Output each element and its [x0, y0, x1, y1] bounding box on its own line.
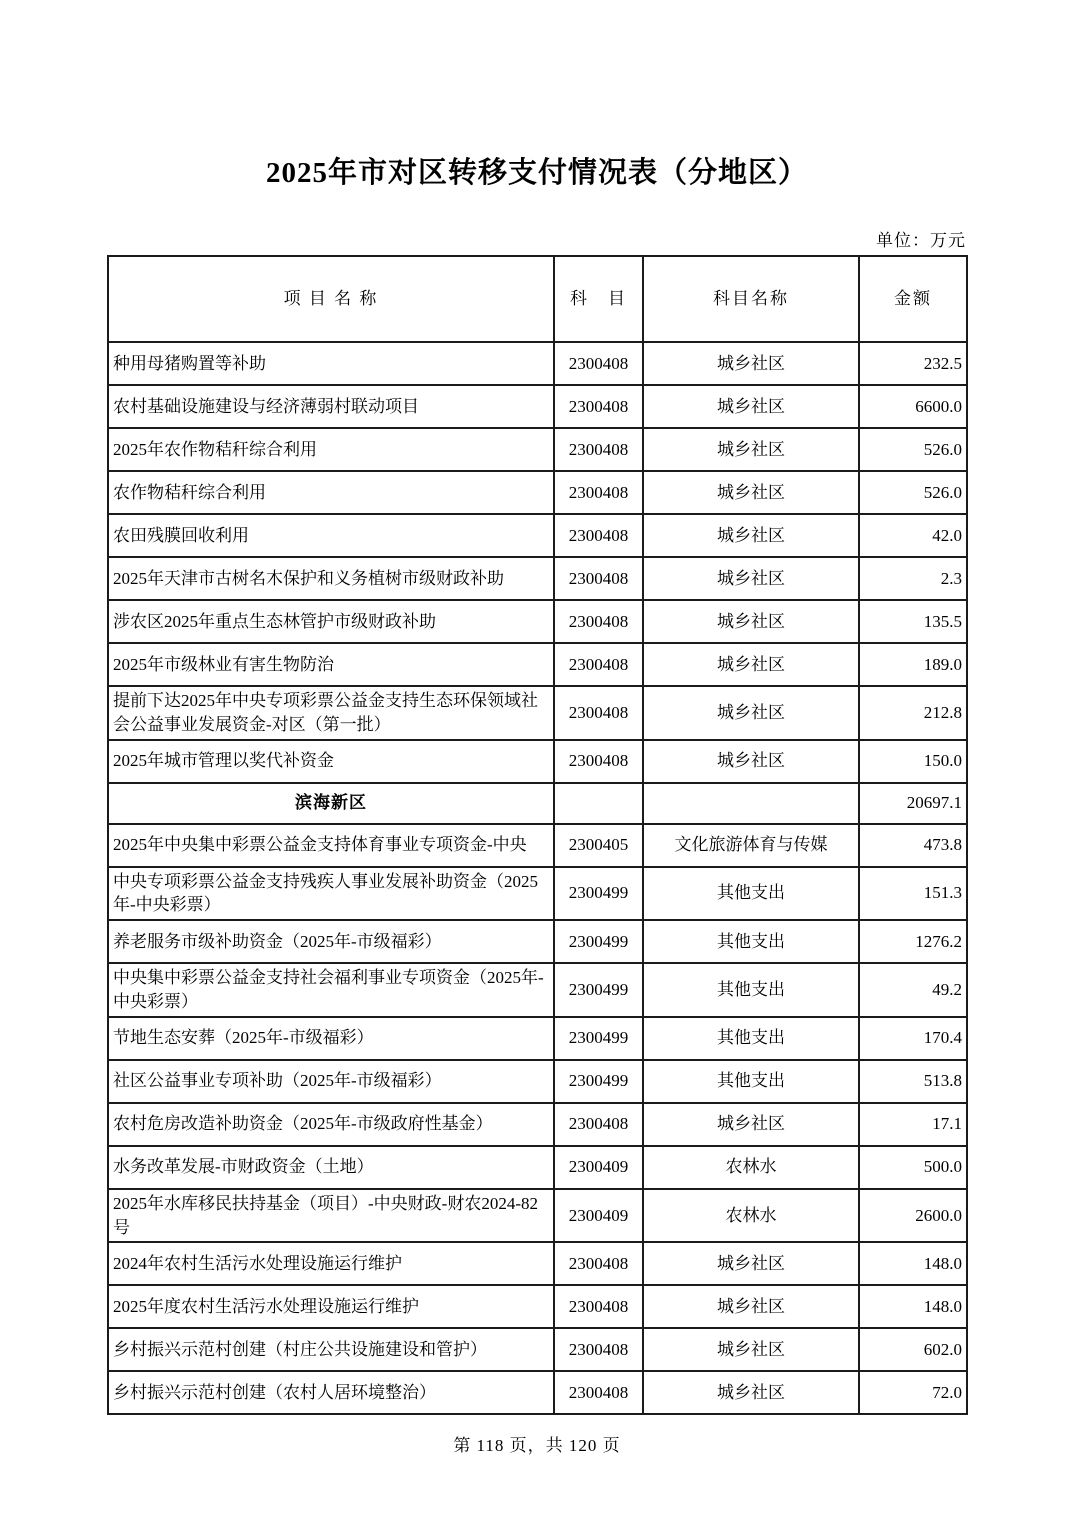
table-row: [108, 514, 967, 557]
table-row: [108, 920, 967, 963]
amount-cell: 189.0: [859, 643, 967, 686]
subject-name-cell: 城乡社区: [643, 643, 859, 686]
amount-cell: 148.0: [859, 1242, 967, 1285]
amount-cell: 513.8: [859, 1060, 967, 1103]
project-name-cell: 种用母猪购置等补助: [108, 342, 554, 385]
subject-name-cell: 城乡社区: [643, 385, 859, 428]
project-name-cell: 养老服务市级补助资金（2025年-市级福彩）: [108, 920, 554, 963]
table-row: [108, 342, 967, 385]
subject-code-cell: 2300499: [554, 867, 643, 921]
amount-cell: 1276.2: [859, 920, 967, 963]
subject-name-cell: 城乡社区: [643, 686, 859, 740]
table-row: [108, 1189, 967, 1243]
subject-name-cell: 城乡社区: [643, 740, 859, 783]
subject-name-cell: [643, 783, 859, 824]
project-name-cell: 2025年中央集中彩票公益金支持体育事业专项资金-中央: [108, 824, 554, 867]
subject-name-cell: 城乡社区: [643, 1103, 859, 1146]
subject-code-cell: 2300408: [554, 471, 643, 514]
project-name-cell: 中央专项彩票公益金支持残疾人事业发展补助资金（2025年-中央彩票）: [108, 867, 554, 921]
amount-cell: 150.0: [859, 740, 967, 783]
table-row: [108, 428, 967, 471]
amount-cell: 151.3: [859, 867, 967, 921]
project-name-cell: 乡村振兴示范村创建（农村人居环境整治）: [108, 1371, 554, 1414]
table-row: [108, 963, 967, 1017]
subject-name-cell: 城乡社区: [643, 1285, 859, 1328]
subject-code-cell: 2300409: [554, 1189, 643, 1243]
table-row: [108, 471, 967, 514]
amount-cell: 49.2: [859, 963, 967, 1017]
table-body: [108, 342, 967, 1414]
subject-code-cell: 2300408: [554, 1371, 643, 1414]
subject-name-cell: 农林水: [643, 1189, 859, 1243]
project-name-cell: 农村危房改造补助资金（2025年-市级政府性基金）: [108, 1103, 554, 1146]
table-row: [108, 1017, 967, 1060]
table-row: [108, 1060, 967, 1103]
subject-name-cell: 农林水: [643, 1146, 859, 1189]
transfer-payment-table: [107, 255, 968, 1415]
subject-name-cell: 城乡社区: [643, 471, 859, 514]
project-name-cell: 2025年农作物秸秆综合利用: [108, 428, 554, 471]
header-amount: 金额: [859, 256, 967, 342]
table-row: [108, 1285, 967, 1328]
subject-code-cell: 2300408: [554, 385, 643, 428]
header-row: [108, 256, 967, 342]
project-name-cell: 农田残膜回收利用: [108, 514, 554, 557]
subject-code-cell: 2300409: [554, 1146, 643, 1189]
table-row: [108, 1328, 967, 1371]
subject-code-cell: 2300408: [554, 428, 643, 471]
table-row: [108, 600, 967, 643]
amount-cell: 473.8: [859, 824, 967, 867]
subject-code-cell: 2300408: [554, 643, 643, 686]
project-name-cell: 2025年度农村生活污水处理设施运行维护: [108, 1285, 554, 1328]
amount-cell: 526.0: [859, 428, 967, 471]
table-header: [108, 256, 967, 342]
amount-cell: 170.4: [859, 1017, 967, 1060]
subject-name-cell: 城乡社区: [643, 514, 859, 557]
subject-name-cell: 城乡社区: [643, 600, 859, 643]
subject-code-cell: 2300408: [554, 557, 643, 600]
table-row: [108, 867, 967, 921]
project-name-cell: 滨海新区: [108, 783, 554, 824]
amount-cell: 42.0: [859, 514, 967, 557]
subject-code-cell: 2300408: [554, 740, 643, 783]
amount-cell: 232.5: [859, 342, 967, 385]
header-subject-code: 科 目: [554, 256, 643, 342]
table-row: [108, 740, 967, 783]
project-name-cell: 2025年市级林业有害生物防治: [108, 643, 554, 686]
amount-cell: 2600.0: [859, 1189, 967, 1243]
subject-name-cell: 城乡社区: [643, 342, 859, 385]
subject-name-cell: 城乡社区: [643, 428, 859, 471]
subject-name-cell: 城乡社区: [643, 557, 859, 600]
amount-cell: 148.0: [859, 1285, 967, 1328]
page-footer: 第 118 页，共 120 页: [453, 1436, 621, 1455]
table-row: [108, 1371, 967, 1414]
table-row: [108, 385, 967, 428]
amount-cell: 17.1: [859, 1103, 967, 1146]
project-name-cell: 乡村振兴示范村创建（村庄公共设施建设和管护）: [108, 1328, 554, 1371]
header-subject-name: 科目名称: [643, 256, 859, 342]
subject-name-cell: 文化旅游体育与传媒: [643, 824, 859, 867]
subject-name-cell: 城乡社区: [643, 1328, 859, 1371]
amount-cell: 212.8: [859, 686, 967, 740]
subject-code-cell: 2300408: [554, 1328, 643, 1371]
subject-code-cell: 2300408: [554, 342, 643, 385]
subject-code-cell: 2300499: [554, 1017, 643, 1060]
amount-cell: 2.3: [859, 557, 967, 600]
subject-code-cell: [554, 783, 643, 824]
header-project-name: 项 目 名 称: [108, 256, 554, 342]
subject-name-cell: 其他支出: [643, 1017, 859, 1060]
project-name-cell: 社区公益事业专项补助（2025年-市级福彩）: [108, 1060, 554, 1103]
table-row: [108, 1103, 967, 1146]
subtotal-row: [108, 783, 967, 824]
table-row: [108, 1146, 967, 1189]
project-name-cell: 水务改革发展-市财政资金（土地）: [108, 1146, 554, 1189]
subject-name-cell: 其他支出: [643, 920, 859, 963]
table-row: [108, 686, 967, 740]
project-name-cell: 农作物秸秆综合利用: [108, 471, 554, 514]
amount-cell: 6600.0: [859, 385, 967, 428]
amount-cell: 72.0: [859, 1371, 967, 1414]
subject-name-cell: 其他支出: [643, 867, 859, 921]
project-name-cell: 涉农区2025年重点生态林管护市级财政补助: [108, 600, 554, 643]
amount-cell: 602.0: [859, 1328, 967, 1371]
subject-code-cell: 2300408: [554, 1242, 643, 1285]
project-name-cell: 2024年农村生活污水处理设施运行维护: [108, 1242, 554, 1285]
amount-cell: 135.5: [859, 600, 967, 643]
subject-name-cell: 城乡社区: [643, 1242, 859, 1285]
subject-name-cell: 城乡社区: [643, 1371, 859, 1414]
subject-code-cell: 2300405: [554, 824, 643, 867]
project-name-cell: 提前下达2025年中央专项彩票公益金支持生态环保领域社会公益事业发展资金-对区（第一批）: [108, 686, 554, 740]
project-name-cell: 2025年天津市古树名木保护和义务植树市级财政补助: [108, 557, 554, 600]
table-row: [108, 1242, 967, 1285]
project-name-cell: 2025年水库移民扶持基金（项目）-中央财政-财农2024-82号: [108, 1189, 554, 1243]
table-row: [108, 643, 967, 686]
project-name-cell: 2025年城市管理以奖代补资金: [108, 740, 554, 783]
table-row: [108, 557, 967, 600]
subject-name-cell: 其他支出: [643, 1060, 859, 1103]
subject-code-cell: 2300408: [554, 1285, 643, 1328]
subject-code-cell: 2300499: [554, 963, 643, 1017]
subject-code-cell: 2300408: [554, 1103, 643, 1146]
table-row: [108, 824, 967, 867]
amount-cell: 526.0: [859, 471, 967, 514]
amount-cell: 500.0: [859, 1146, 967, 1189]
subject-code-cell: 2300408: [554, 514, 643, 557]
subject-name-cell: 其他支出: [643, 963, 859, 1017]
page-title: 2025年市对区转移支付情况表（分地区）: [265, 157, 808, 189]
subject-code-cell: 2300499: [554, 920, 643, 963]
project-name-cell: 中央集中彩票公益金支持社会福利事业专项资金（2025年-中央彩票）: [108, 963, 554, 1017]
subject-code-cell: 2300408: [554, 600, 643, 643]
amount-cell: 20697.1: [859, 783, 967, 824]
subject-code-cell: 2300499: [554, 1060, 643, 1103]
subject-code-cell: 2300408: [554, 686, 643, 740]
project-name-cell: 节地生态安葬（2025年-市级福彩）: [108, 1017, 554, 1060]
project-name-cell: 农村基础设施建设与经济薄弱村联动项目: [108, 385, 554, 428]
unit-note: 单位：万元: [876, 231, 966, 250]
